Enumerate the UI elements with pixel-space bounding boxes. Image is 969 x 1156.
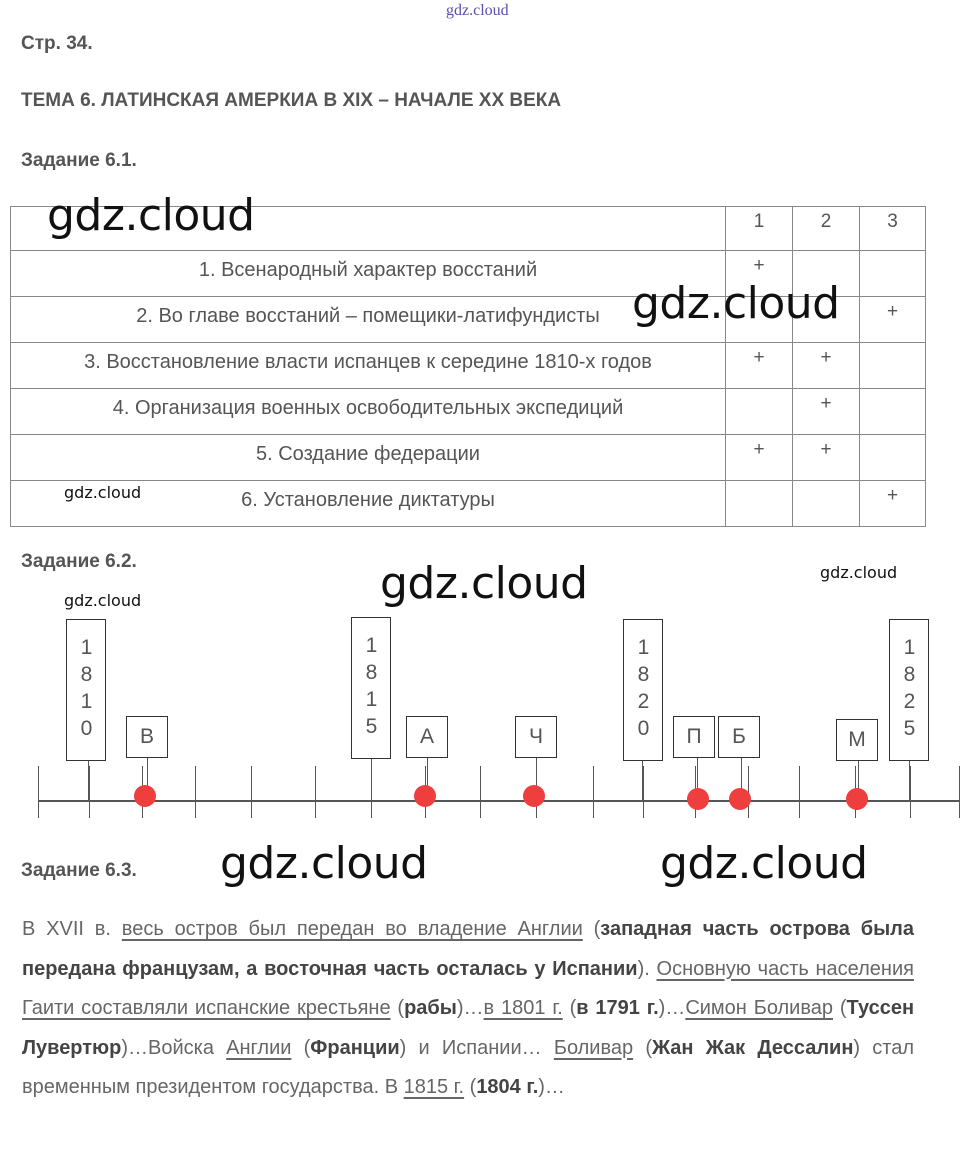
watermark: gdz.cloud (64, 483, 142, 502)
corrected-phrase: рабы (404, 997, 457, 1019)
timeline-tick (251, 766, 252, 818)
event-marker (134, 785, 156, 807)
table-row (11, 435, 926, 481)
event-box-ch: Ч (515, 716, 557, 758)
underlined-phrase: весь остров был передан во владение Англии (121, 918, 583, 940)
watermark: gdz.cloud (820, 563, 898, 582)
watermark: gdz.cloud (632, 278, 840, 329)
row-mark: + (793, 435, 860, 481)
row-mark (793, 481, 860, 527)
event-marker (729, 788, 751, 810)
task-6-1-heading: Задание 6.1. (21, 150, 137, 171)
watermark: gdz.cloud (64, 591, 142, 610)
connector-line (88, 760, 89, 800)
event-box-a: А (406, 716, 448, 758)
timeline-tick (195, 766, 196, 818)
page-reference: Стр. 34. (21, 33, 93, 54)
row-mark: + (793, 389, 860, 435)
event-marker (414, 785, 436, 807)
text-fragment: ) и Испании… (399, 1036, 554, 1059)
event-marker (523, 785, 545, 807)
text-fragment: ( (464, 1076, 477, 1098)
text-fragment: ( (633, 1036, 652, 1059)
text-fragment: В XVII в. (22, 918, 122, 940)
text-fragment: )… (538, 1076, 565, 1098)
text-fragment: ). (637, 957, 657, 980)
row-mark: + (860, 297, 926, 343)
corrected-phrase: западная часть острова была передана французам, а восточная часть осталась у Испании (22, 918, 915, 980)
underlined-phrase: 1815 г. (403, 1076, 465, 1098)
row-mark (860, 343, 926, 389)
text-fragment: )… (658, 997, 686, 1019)
column-header: 2 (793, 207, 860, 251)
corrected-phrase: Туссен Лувертюр (22, 997, 915, 1059)
event-box-v: В (126, 716, 168, 758)
row-mark (726, 481, 793, 527)
row-label: 6. Установление диктатуры (11, 481, 726, 527)
row-mark: + (726, 251, 793, 297)
connector-line (909, 760, 910, 800)
topic-title: ТЕМА 6. ЛАТИНСКАЯ АМЕРКИА В XIX – НАЧАЛЕ XX ВЕКА (21, 90, 562, 111)
task-6-3-heading: Задание 6.3. (21, 860, 137, 881)
row-mark (860, 389, 926, 435)
underlined-phrase: Англии (226, 1036, 292, 1059)
timeline-tick (959, 766, 960, 818)
row-mark (726, 389, 793, 435)
text-fragment: ( (291, 1036, 311, 1059)
year-box-digits: 1810 (75, 636, 98, 744)
timeline-tick (910, 766, 911, 818)
connector-line (642, 760, 643, 800)
timeline-axis (38, 800, 960, 802)
row-mark: + (793, 343, 860, 389)
connector-line (371, 758, 372, 800)
year-box-1815 (351, 617, 391, 759)
row-label: 3. Восстановление власти испанцев к середине 1810-х годов (11, 343, 726, 389)
watermark: gdz.cloud (47, 190, 255, 241)
text-fragment: )… (456, 997, 484, 1019)
watermark-top: gdz.cloud (446, 2, 509, 19)
year-box-digits: 1815 (360, 634, 383, 742)
corrected-phrase: Жан Жак Дессалин (651, 1036, 854, 1059)
task-6-3-text (22, 910, 914, 1108)
row-label: 2. Во главе восстаний – помещики-латифундисты (11, 297, 726, 343)
event-marker (846, 788, 868, 810)
event-box-b: Б (718, 716, 760, 758)
corrected-phrase: 1804 г. (476, 1076, 539, 1098)
watermark: gdz.cloud (380, 558, 588, 609)
task-6-2-heading: Задание 6.2. (21, 551, 137, 572)
event-box-p: П (673, 716, 715, 758)
corrected-phrase: Франции (310, 1036, 400, 1059)
year-box-digits: 1820 (632, 636, 655, 744)
table-row (11, 343, 926, 389)
task-6-1-table (10, 206, 926, 527)
timeline-tick (315, 766, 316, 818)
text-fragment: )…Войска (121, 1036, 227, 1059)
underlined-phrase: Симон Боливар (685, 997, 833, 1019)
row-label: 1. Всенародный характер восстаний (11, 251, 726, 297)
table-row (11, 481, 926, 527)
timeline-tick (89, 766, 90, 818)
table-row (11, 389, 926, 435)
text-fragment: ( (390, 997, 405, 1019)
timeline-tick (799, 766, 800, 818)
timeline-tick (480, 766, 481, 818)
row-mark (860, 435, 926, 481)
event-marker (687, 788, 709, 810)
watermark: gdz.cloud (660, 838, 868, 889)
timeline-tick (593, 766, 594, 818)
watermark: gdz.cloud (220, 838, 428, 889)
column-header: 1 (726, 207, 793, 251)
event-box-m: М (836, 719, 878, 761)
text-fragment: ( (562, 997, 577, 1019)
year-box-1810 (66, 619, 106, 761)
text-fragment: ( (582, 918, 601, 940)
row-mark (860, 251, 926, 297)
year-box-1820 (623, 619, 663, 761)
underlined-phrase: в 1801 г. (483, 997, 563, 1019)
row-mark: + (726, 435, 793, 481)
text-fragment: ( (833, 997, 847, 1019)
text-fragment: ) стал временным президентом государства. В (22, 1036, 914, 1098)
column-header: 3 (860, 207, 926, 251)
year-box-1825 (889, 619, 929, 761)
row-label: 4. Организация военных освободительных экспедиций (11, 389, 726, 435)
timeline-tick (643, 766, 644, 818)
timeline-tick (38, 766, 39, 818)
row-mark: + (726, 343, 793, 389)
corrected-phrase: в 1791 г. (576, 997, 659, 1019)
underlined-phrase: Основную часть населения Гаити составляли испанские крестьяне (22, 957, 914, 1019)
underlined-phrase: Боливар (553, 1036, 634, 1059)
row-mark: + (860, 481, 926, 527)
row-label: 5. Создание федерации (11, 435, 726, 481)
year-box-digits: 1825 (898, 636, 921, 744)
